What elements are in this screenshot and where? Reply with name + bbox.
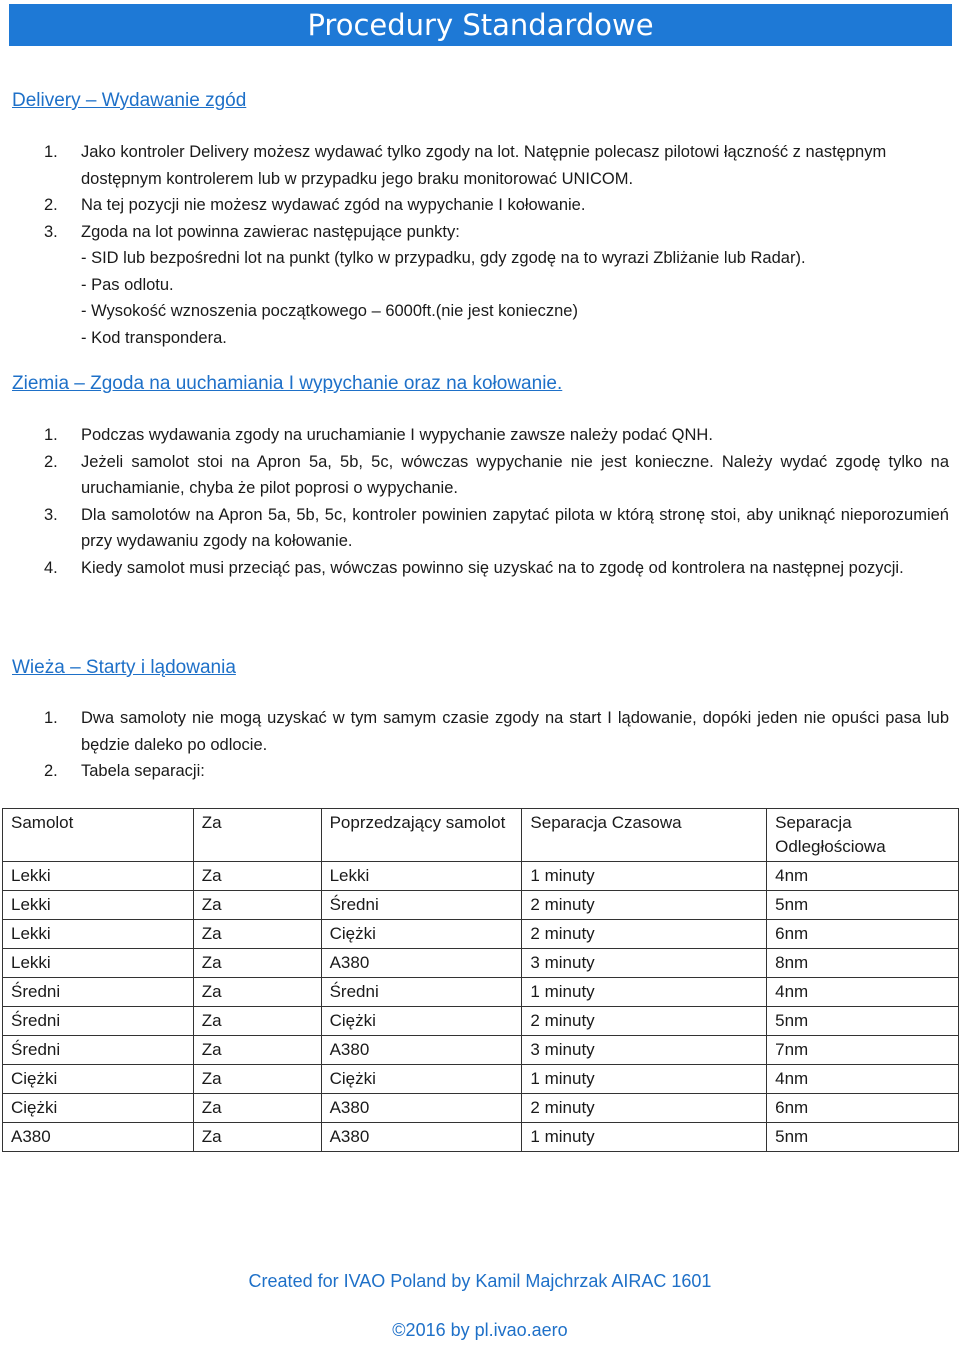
table-cell: Za xyxy=(193,862,321,891)
page-title: Procedury Standardowe xyxy=(9,4,952,46)
list-item: 1. Jako kontroler Delivery możesz wydawać tylko zgody na lot. Natępnie polecasz pilotowi łączność z następnym dostępnym kontrolerem lub w przypadku jego braku monitorować UNICOM. xyxy=(44,143,887,188)
list-item-text: Dla samolotów na Apron 5a, 5b, 5c, kontroler powinien zapytać pilota w którą stronę stoi, aby uniknąć nieporozumień przy wydawaniu zgody na kołowanie. xyxy=(81,505,949,550)
list-subitem: - Pas odlotu. xyxy=(81,275,174,294)
table-cell: 5nm xyxy=(767,1123,959,1152)
table-cell: A380 xyxy=(321,1123,522,1152)
table-cell: A380 xyxy=(321,949,522,978)
list-subitem: - SID lub bezpośredni lot na punkt (tylko w przypadku, gdy zgodę na to wyrazi Zbliżanie lub Radar). xyxy=(81,249,806,267)
table-cell: Lekki xyxy=(321,862,522,891)
section-heading-tower: Wieża – Starty i lądowania xyxy=(12,657,236,678)
table-cell: Średni xyxy=(3,1036,194,1065)
table-cell: Za xyxy=(193,1007,321,1036)
table-cell: 2 minuty xyxy=(522,1007,767,1036)
list-subitem: - Kod transpondera. xyxy=(81,328,227,347)
table-row xyxy=(3,1007,959,1036)
table-cell: 4nm xyxy=(767,862,959,891)
section-heading-ground: Ziemia – Zgoda na uuchamiania I wypychanie oraz na kołowanie. xyxy=(12,373,563,394)
table-cell: 7nm xyxy=(767,1036,959,1065)
table-cell: Za xyxy=(193,1036,321,1065)
table-cell: 5nm xyxy=(767,1007,959,1036)
table-cell: Lekki xyxy=(3,891,194,920)
table-header-cell: Poprzedzający samolot xyxy=(321,809,522,862)
delivery-list xyxy=(44,139,949,351)
table-cell: Ciężki xyxy=(321,1007,522,1036)
section-heading-delivery: Delivery – Wydawanie zgód xyxy=(12,90,247,111)
tower-list xyxy=(44,705,949,785)
table-cell: 2 minuty xyxy=(522,920,767,949)
table-cell: 4nm xyxy=(767,1065,959,1094)
table-cell: Za xyxy=(193,1094,321,1123)
list-subitem: - Wysokość wznoszenia początkowego – 6000ft.(nie jest konieczne) xyxy=(81,302,578,320)
table-row xyxy=(3,1065,959,1094)
table-cell: A380 xyxy=(321,1036,522,1065)
table-header-cell: Za xyxy=(193,809,321,862)
list-item-text: Podczas wydawania zgody na uruchamianie I wypychanie zawsze należy podać QNH. xyxy=(81,426,713,444)
table-row xyxy=(3,1036,959,1065)
table-cell: Ciężki xyxy=(3,1094,194,1123)
table-cell: 8nm xyxy=(767,949,959,978)
list-item: 3. Dla samolotów na Apron 5a, 5b, 5c, kontroler powinien zapytać pilota w którą stronę stoi, aby uniknąć nieporozumień przy wydawaniu zgody na kołowanie. xyxy=(44,505,949,550)
table-cell: 5nm xyxy=(767,891,959,920)
table-cell: Średni xyxy=(3,978,194,1007)
list-item: 1. Podczas wydawania zgody na uruchamianie I wypychanie zawsze należy podać QNH. xyxy=(44,426,713,444)
table-cell: Za xyxy=(193,949,321,978)
table-row xyxy=(3,978,959,1007)
table-header-cell: Samolot xyxy=(3,809,194,862)
table-row xyxy=(3,1094,959,1123)
list-item: 1. Dwa samoloty nie mogą uzyskać w tym samym czasie zgody na start I lądowanie, dopóki jeden nie opuści pasa lub będzie daleko po odlocie. xyxy=(44,709,949,754)
table-header-cell: Separacja Odległościowa xyxy=(767,809,959,862)
table-cell: Lekki xyxy=(3,862,194,891)
table-cell: 6nm xyxy=(767,1094,959,1123)
table-row xyxy=(3,891,959,920)
list-item-text: Zgoda na lot powinna zawierac następujące punkty: xyxy=(81,222,460,241)
table-cell: A380 xyxy=(321,1094,522,1123)
list-item-text: Jako kontroler Delivery możesz wydawać tylko zgody na lot. Natępnie polecasz pilotowi łączność z następnym dostępnym kontrolerem lub w przypadku jego braku monitorować UNICOM. xyxy=(81,143,887,188)
table-cell: Ciężki xyxy=(3,1065,194,1094)
list-item-text: Kiedy samolot musi przeciąć pas, wówczas powinno się uzyskać na to zgodę od kontrolera na następnej pozycji. xyxy=(81,558,904,577)
list-item-text: Jeżeli samolot stoi na Apron 5a, 5b, 5c, wówczas wypychanie nie jest konieczne. Należy wydać zgodę tylko na uruchamianie, chyba że pilot poprosi o wypychanie. xyxy=(81,452,949,497)
table-cell: Za xyxy=(193,978,321,1007)
table-cell: Za xyxy=(193,920,321,949)
list-item-text: Tabela separacji: xyxy=(81,762,205,780)
table-cell: A380 xyxy=(3,1123,194,1152)
table-cell: 1 minuty xyxy=(522,1123,767,1152)
table-cell: Za xyxy=(193,1065,321,1094)
table-cell: 2 minuty xyxy=(522,1094,767,1123)
table-row xyxy=(3,920,959,949)
table-header-row xyxy=(3,809,959,862)
table-cell: 6nm xyxy=(767,920,959,949)
list-item: 3. Zgoda na lot powinna zawierac następujące punkty: - SID lub bezpośredni lot na punkt (tylko w przypadku, gdy zgodę na to wyrazi Zbliżanie lub Radar). - Pas odlotu. - Wysokość wznoszenia początkowego – 6000ft.(nie jest konieczne) - Kod transpondera. xyxy=(44,219,949,352)
table-cell: Za xyxy=(193,891,321,920)
list-item: 2. Tabela separacji: xyxy=(44,762,205,780)
table-row xyxy=(3,949,959,978)
list-item: 4. Kiedy samolot musi przeciąć pas, wówczas powinno się uzyskać na to zgodę od kontrolera na następnej pozycji. xyxy=(44,558,904,577)
table-row xyxy=(3,862,959,891)
table-cell: Za xyxy=(193,1123,321,1152)
table-cell: Lekki xyxy=(3,949,194,978)
table-cell: Średni xyxy=(321,891,522,920)
table-cell: 1 minuty xyxy=(522,862,767,891)
table-cell: 2 minuty xyxy=(522,891,767,920)
list-item: 2. Jeżeli samolot stoi na Apron 5a, 5b, 5c, wówczas wypychanie nie jest konieczne. Należy wydać zgodę tylko na uruchamianie, chyba że pilot poprosi o wypychanie. xyxy=(44,452,949,497)
separation-table xyxy=(2,808,959,1152)
table-cell: 3 minuty xyxy=(522,1036,767,1065)
table-cell: Średni xyxy=(321,978,522,1007)
table-cell: Średni xyxy=(3,1007,194,1036)
table-cell: 1 minuty xyxy=(522,978,767,1007)
footer-copyright: ©2016 by pl.ivao.aero xyxy=(392,1320,568,1340)
list-item-text: Dwa samoloty nie mogą uzyskać w tym samym czasie zgody na start I lądowanie, dopóki jeden nie opuści pasa lub będzie daleko po odlocie. xyxy=(81,709,949,754)
table-cell: 1 minuty xyxy=(522,1065,767,1094)
table-header-cell: Separacja Czasowa xyxy=(522,809,767,862)
table-row xyxy=(3,1123,959,1152)
table-cell: 3 minuty xyxy=(522,949,767,978)
footer-credit: Created for IVAO Poland by Kamil Majchrzak AIRAC 1601 xyxy=(248,1271,712,1291)
table-cell: Ciężki xyxy=(321,1065,522,1094)
ground-list xyxy=(44,422,949,581)
list-item: 2. Na tej pozycji nie możesz wydawać zgód na wypychanie I kołowanie. xyxy=(44,196,586,214)
list-item-text: Na tej pozycji nie możesz wydawać zgód na wypychanie I kołowanie. xyxy=(81,196,586,214)
table-cell: Ciężki xyxy=(321,920,522,949)
table-cell: Lekki xyxy=(3,920,194,949)
table-cell: 4nm xyxy=(767,978,959,1007)
